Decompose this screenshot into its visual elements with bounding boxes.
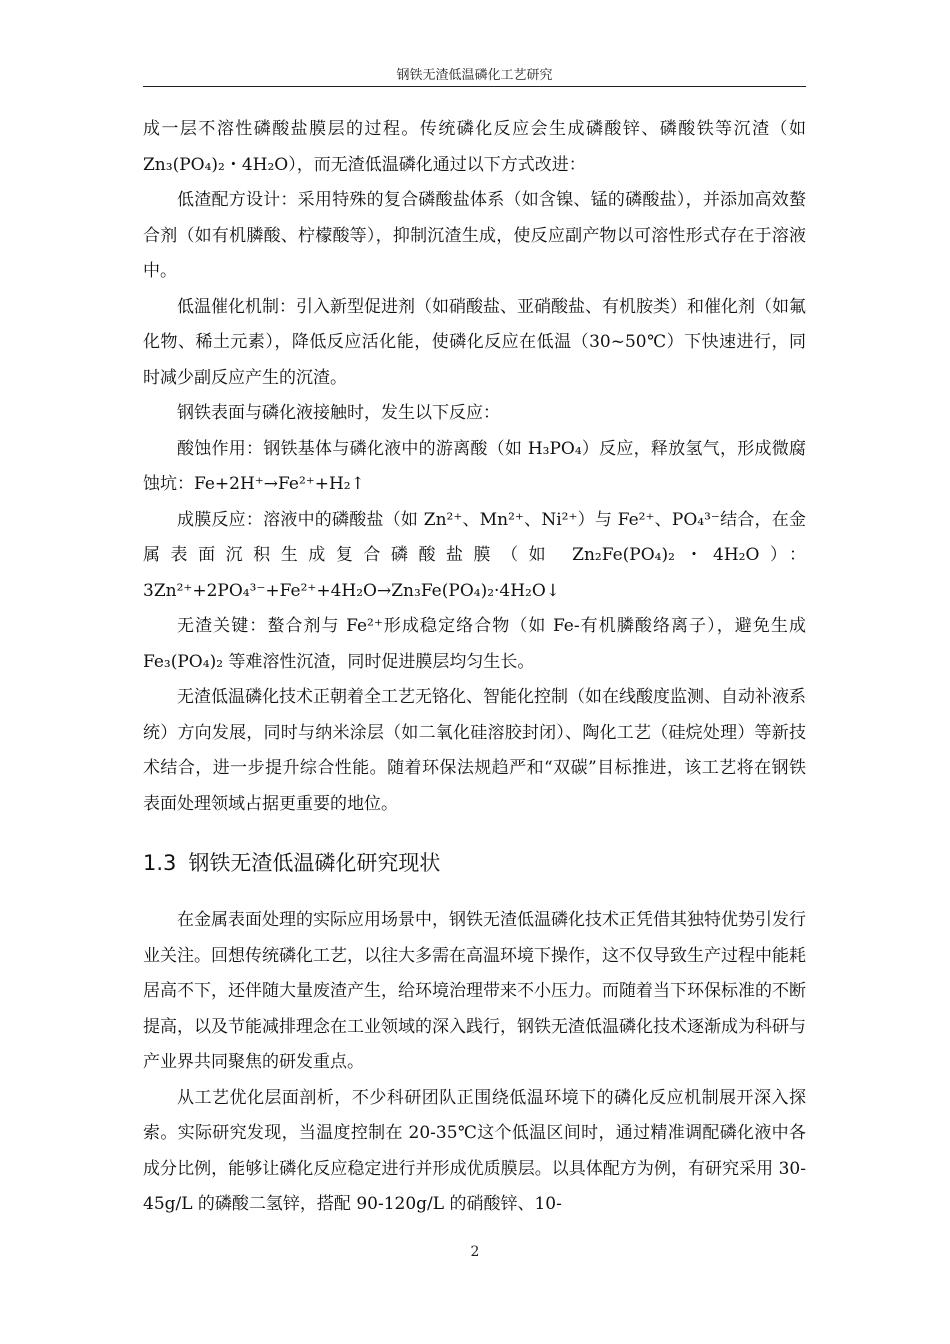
paragraph-process-optimization: 从工艺优化层面剖析，不少科研团队正围绕低温环境下的磷化反应机制展开深入探索。实际研究发现，当温度控制在 20-35℃这个低温区间时，通过精准调配磷化液中各成分比例，能够让磷化反应稳定进行并形成优质膜层。以具体配方为例，有研究采用 30-45g/L 的磷酸二氢锌，搭配 90-120g/L 的硝酸锌、10- — [143, 1087, 806, 1214]
page-number: 2 — [470, 1244, 480, 1260]
paragraph-reaction-intro: 钢铁表面与磷化液接触时，发生以下反应： — [177, 403, 500, 423]
paragraph-research-background: 在金属表面处理的实际应用场景中，钢铁无渣低温磷化技术正凭借其独特优势引发行业关注。回想传统磷化工艺，以往大多需在高温环境下操作，这不仅导致生产过程中能耗居高不下，还伴随大量废渣产生，给环境治理带来不小压力。而随着当下环保标准的不断提高，以及节能减排理念在工业领域的深入践行，钢铁无渣低温磷化技术逐渐成为科研与产业界共同聚焦的研发重点。 — [143, 910, 806, 1072]
paragraph-outlook: 无渣低温磷化技术正朝着全工艺无铬化、智能化控制（如在线酸度监测、自动补液系统）方向发展，同时与纳米涂层（如二氧化硅溶胶封闭）、陶化工艺（硅烷处理）等新技术结合，进一步提升综合性能。随着环保法规趋严和“双碳”目标推进，该工艺将在钢铁表面处理领域占据更重要的地位。 — [143, 687, 806, 814]
section-heading — [143, 822, 806, 903]
paragraph-low-temp-catalysis: 低温催化机制：引入新型促进剂（如硝酸盐、亚硝酸盐、有机胺类）和催化剂（如氟化物、稀土元素），降低反应活化能，使磷化反应在低温（30~50℃）下快速进行，同时减少副反应产生的沉渣。 — [143, 296, 806, 388]
paragraph-low-slag-formula: 低渣配方设计：采用特殊的复合磷酸盐体系（如含镍、锰的磷酸盐），并添加高效螯合剂（如有机膦酸、柠檬酸等），抑制沉渣生成，使反应副产物以可溶性形式存在于溶液中。 — [143, 190, 806, 281]
paragraph-slag-free-key: 无渣关键：螯合剂与 Fe²⁺形成稳定络合物（如 Fe-有机膦酸络离子），避免生成 Fe₃(PO₄)₂ 等难溶性沉渣，同时促进膜层均匀生长。 — [143, 616, 806, 672]
section-title: 钢铁无渣低温磷化研究现状 — [188, 851, 441, 875]
section-number: 1.3 — [143, 851, 177, 875]
header-divider — [143, 86, 806, 87]
paragraph-continued: 成一层不溶性磷酸盐膜层的过程。传统磷化反应会生成磷酸锌、磷酸铁等沉渣（如 Zn₃(PO₄)₂・4H₂O），而无渣低温磷化通过以下方式改进： — [143, 119, 806, 175]
running-header: 钢铁无渣低温磷化工艺研究 — [396, 68, 553, 83]
paragraph-acid-etching: 酸蚀作用：钢铁基体与磷化液中的游离酸（如 H₃PO₄）反应，释放氢气，形成微腐蚀坑：Fe+2H⁺→Fe²⁺+H₂↑ — [143, 438, 806, 494]
paragraph-film-formation: 成膜反应：溶液中的磷酸盐（如 Zn²⁺、Mn²⁺、Ni²⁺）与 Fe²⁺、PO₄³⁻结合，在金属表面沉积生成复合磷酸盐膜（如 Zn₂Fe(PO₄)₂・4H₂O）：3Zn²⁺+2PO₄³⁻+Fe²⁺+4H₂O→Zn₃Fe(PO₄)₂·4H₂O↓ — [143, 509, 806, 601]
page-body — [143, 112, 806, 1223]
